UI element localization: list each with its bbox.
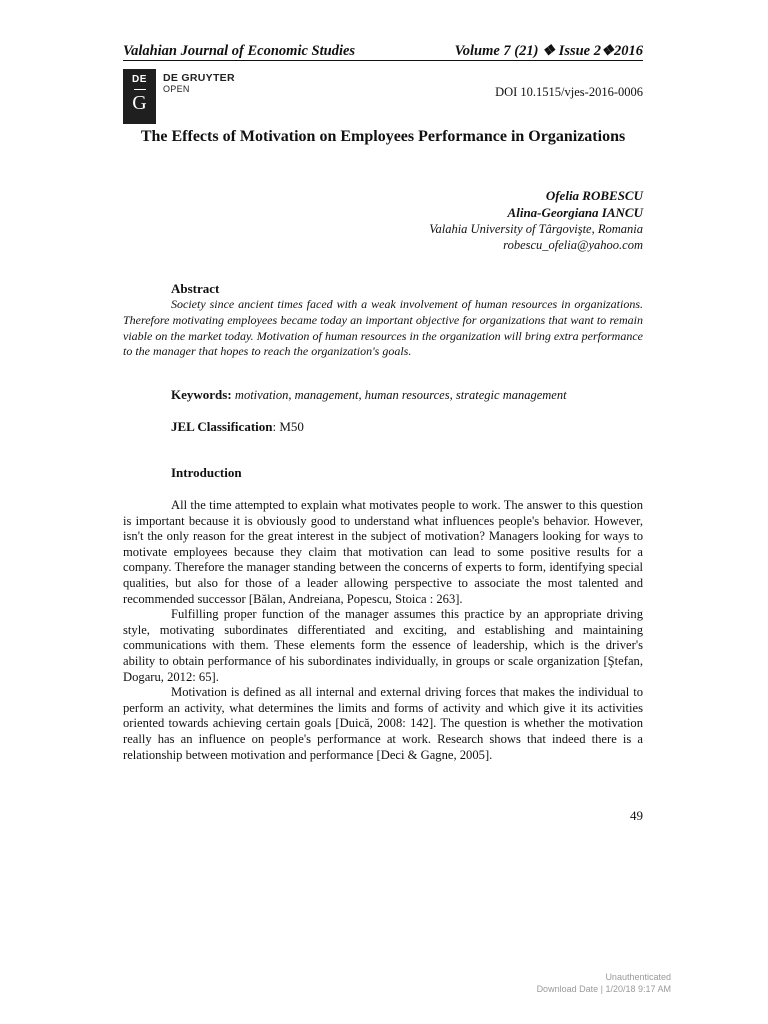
author-1: Ofelia ROBESCU xyxy=(545,188,643,203)
page-number: 49 xyxy=(630,808,643,823)
author-email: robescu_ofelia@yahoo.com xyxy=(503,238,643,252)
author-2: Alina-Georgiana IANCU xyxy=(507,205,643,220)
author-block xyxy=(429,187,643,253)
paragraph: Fulfilling proper function of the manager assumes this practice by an appropriate driving style, motivating subordinates differentiated and exciting, and establishing and maintaining communications with them. These elements form the essence of leadership, which is the driver's ability to obtain performance of his subordinates individually, in groups or scale organization [Ştefan, Dogaru, 2012: 65]. xyxy=(123,607,643,684)
publisher-name-block xyxy=(163,73,235,94)
doi: DOI 10.1515/vjes-2016-0006 xyxy=(495,85,643,99)
jel-value: : M50 xyxy=(272,419,304,434)
keywords-value: motivation, management, human resources, strategic management xyxy=(234,388,567,402)
download-watermark xyxy=(537,971,671,995)
jel-line xyxy=(171,419,304,435)
publisher-sub: OPEN xyxy=(163,84,190,94)
journal-name: Valahian Journal of Economic Studies xyxy=(123,43,356,59)
article-title: The Effects of Motivation on Employees Performance in Organizations xyxy=(140,128,626,145)
watermark-line-2: Download Date | 1/20/18 9:17 AM xyxy=(536,984,671,994)
paragraph: All the time attempted to explain what motivates people to work. The answer to this question is important because it is obviously good to understand what influences people's behavior. However, isn't the only reason for the great interest in the subject of motivation? Managers looking for ways to motivate employees because they claim that motivation can lead to some positive results for a company. Therefore the manager standing between the concerns of experts to form, identifying special qualities, but also for those of a leader allowing perspective to associate the most talented and recommended successor [Bălan, Andreiana, Popescu, Stoica : 263]. xyxy=(123,498,643,606)
paragraph: Motivation is defined as all internal and external driving forces that makes the individual to perform an activity, what determines the limits and forms of activity and which give it its activities oriented towards achieving certain goals [Duică, 2008: 142]. The question is whether the motivation really has an influence on people's performance at work. Research shows that indeed there is a relationship between motivation and performance [Deci & Gagne, 2005]. xyxy=(123,685,643,762)
jel-label: JEL Classification xyxy=(171,419,273,434)
keywords-line xyxy=(171,387,567,403)
volume-issue: Volume 7 (21) ❖ Issue 2❖2016 xyxy=(454,43,643,59)
running-header xyxy=(123,44,643,61)
abstract-text: Society since ancient times faced with a weak involvement of human resources in organizations. Therefore motivating employees became today an important objective for organizations that want to remain viable on the market today. Motivation of human resources in the organization will bring extra performance to the manager that hopes to reach the organization's goals. xyxy=(123,297,643,359)
logo-divider xyxy=(134,89,146,90)
keywords-label: Keywords: xyxy=(171,387,232,402)
introduction-body xyxy=(123,498,643,763)
logo-top-text: DE xyxy=(132,74,147,85)
publisher-name: DE GRUYTER xyxy=(163,72,235,84)
watermark-line-1: Unauthenticated xyxy=(605,972,671,982)
affiliation: Valahia University of Târgovişte, Romania xyxy=(429,222,643,236)
logo-bottom-text: G xyxy=(132,92,147,114)
publisher-logo xyxy=(123,69,156,124)
abstract-heading: Abstract xyxy=(171,281,220,296)
introduction-heading: Introduction xyxy=(171,465,242,480)
